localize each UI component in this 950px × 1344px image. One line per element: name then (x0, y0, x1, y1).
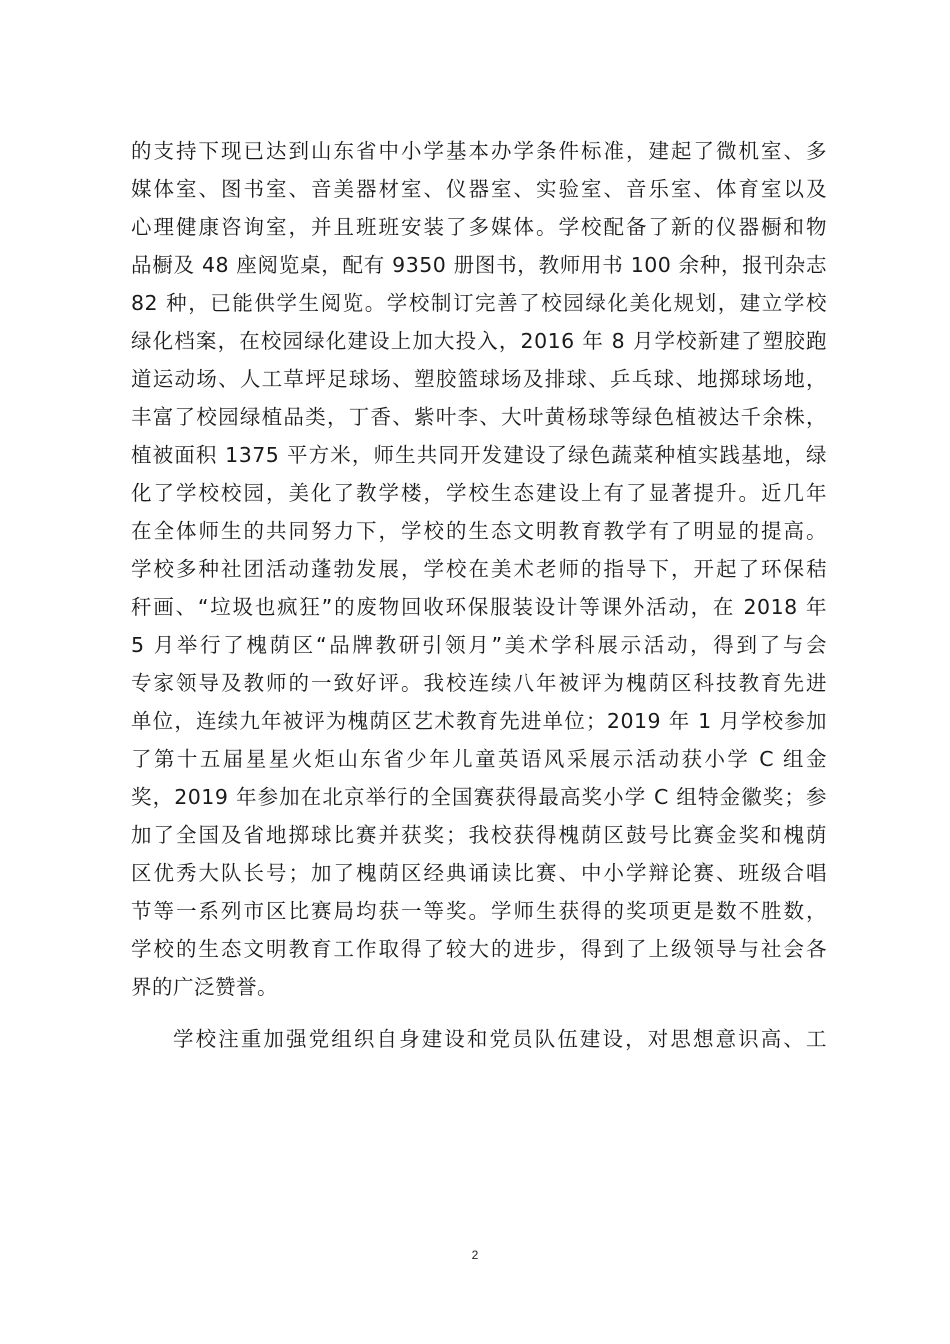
paragraph-2 (131, 1020, 827, 1058)
text-line: 奖，2019 年参加在北京举行的全国赛获得最高奖小学 C 组特金徽奖；参 (131, 785, 827, 809)
text-line: 节等一系列市区比赛局均获一等奖。学师生获得的奖项更是数不胜数， (131, 899, 827, 923)
text-line: 秆画、“垃圾也疯狂”的废物回收环保服装设计等课外活动，在 2018 年 (131, 595, 827, 619)
paragraph-1 (131, 132, 827, 1006)
text-line: 了第十五届星星火炬山东省少年儿童英语风采展示活动获小学 C 组金 (131, 747, 827, 771)
text-line: 植被面积 1375 平方米，师生共同开发建设了绿色蔬菜种植实践基地，绿 (131, 443, 827, 467)
text-line: 媒体室、图书室、音美器材室、仪器室、实验室、音乐室、体育室以及 (131, 177, 827, 201)
text-line: 绿化档案，在校园绿化建设上加大投入，2016 年 8 月学校新建了塑胶跑 (131, 329, 827, 353)
text-line: 专家领导及教师的一致好评。我校连续八年被评为槐荫区科技教育先进 (131, 671, 827, 695)
text-line: 道运动场、人工草坪足球场、塑胶篮球场及排球、乒乓球、地掷球场地， (131, 367, 827, 391)
text-line: 学校的生态文明教育工作取得了较大的进步，得到了上级领导与社会各 (131, 937, 827, 961)
text-line: 5 月举行了槐荫区“品牌教研引领月”美术学科展示活动，得到了与会 (131, 633, 827, 657)
text-line: 心理健康咨询室，并且班班安装了多媒体。学校配备了新的仪器橱和物 (131, 215, 827, 239)
text-line: 品橱及 48 座阅览桌，配有 9350 册图书，教师用书 100 余种，报刊杂志 (131, 253, 827, 277)
text-line: 学校多种社团活动蓬勃发展，学校在美术老师的指导下，开起了环保秸 (131, 557, 827, 581)
text-line: 加了全国及省地掷球比赛并获奖；我校获得槐荫区鼓号比赛金奖和槐荫 (131, 823, 827, 847)
text-line: 区优秀大队长号；加了槐荫区经典诵读比赛、中小学辩论赛、班级合唱 (131, 861, 827, 885)
page-number: 2 (471, 1248, 479, 1262)
text-line: 的支持下现已达到山东省中小学基本办学条件标准，建起了微机室、多 (131, 139, 827, 163)
text-line: 82 种，已能供学生阅览。学校制订完善了校园绿化美化规划，建立学校 (131, 291, 827, 315)
text-line: 单位，连续九年被评为槐荫区艺术教育先进单位；2019 年 1 月学校参加 (131, 709, 827, 733)
text-line: 学校注重加强党组织自身建设和党员队伍建设，对思想意识高、工 (173, 1027, 827, 1051)
paragraph-spacing (131, 1006, 827, 1020)
text-line: 丰富了校园绿植品类，丁香、紫叶李、大叶黄杨球等绿色植被达千余株， (131, 405, 827, 429)
text-line: 化了学校校园，美化了教学楼，学校生态建设上有了显著提升。近几年 (131, 481, 827, 505)
text-line: 在全体师生的共同努力下，学校的生态文明教育教学有了明显的提高。 (131, 519, 827, 543)
body-text (131, 132, 827, 1058)
text-line: 界的广泛赞誉。 (131, 975, 278, 999)
